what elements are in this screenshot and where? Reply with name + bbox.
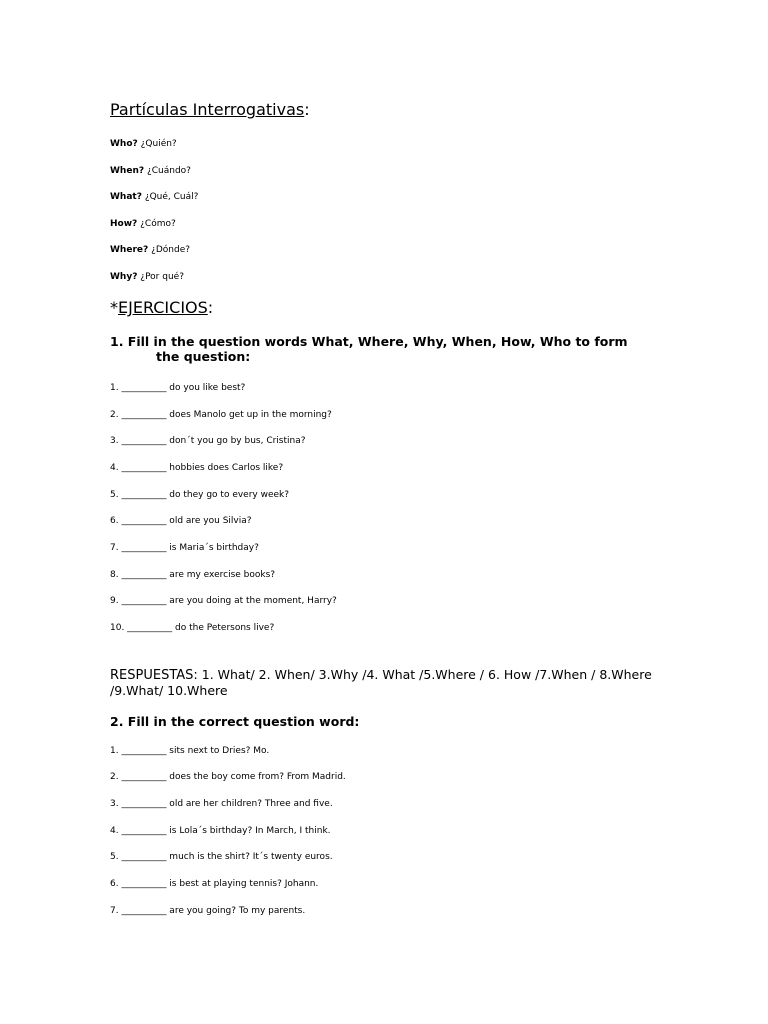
exercise2-question: 1. __________ sits next to Dries? Mo. <box>110 746 270 756</box>
exercise1-instruction <box>110 334 670 364</box>
exercise2-question: 4. __________ is Lola´s birthday? In March, I think. <box>110 826 331 836</box>
vocab-es: ¿Por qué? <box>140 272 184 282</box>
exercise2-instruction: 2. Fill in the correct question word: <box>110 714 360 729</box>
exercise1-instruction-line2: the question: <box>156 349 251 364</box>
exercise1-question: 4. __________ hobbies does Carlos like? <box>110 463 284 473</box>
exercise1-instruction-line1: 1. Fill in the question words What, Where, Why, When, How, Who to form <box>110 334 628 349</box>
vocab-en: When? <box>110 166 145 176</box>
vocab-en: What? <box>110 192 142 202</box>
vocab-es: ¿Qué, Cuál? <box>144 192 199 202</box>
exercise1-question: 9. __________ are you doing at the moment, Harry? <box>110 596 337 606</box>
exercise1-question: 7. __________ is Maria´s birthday? <box>110 543 259 553</box>
vocab-item <box>110 272 184 282</box>
vocab-es: ¿Cuándo? <box>146 166 191 176</box>
vocab-item <box>110 192 198 202</box>
exercises-title: EJERCICIOS <box>118 298 208 317</box>
exercise1-question: 10. __________ do the Petersons live? <box>110 623 275 633</box>
exercise1-question: 6. __________ old are you Silvia? <box>110 516 252 526</box>
vocab-item <box>110 219 176 229</box>
vocab-item <box>110 139 177 149</box>
exercises-prefix: * <box>110 298 118 317</box>
vocab-en: Who? <box>110 139 138 149</box>
vocab-es: ¿Quién? <box>140 139 177 149</box>
exercise1-question: 5. __________ do they go to every week? <box>110 490 290 500</box>
exercise2-question: 6. __________ is best at playing tennis? Johann. <box>110 879 319 889</box>
title-colon: : <box>304 100 310 119</box>
vocab-item <box>110 245 190 255</box>
vocab-en: How? <box>110 219 138 229</box>
title-text: Partículas Interrogativas <box>110 100 305 119</box>
vocab-en: Where? <box>110 245 149 255</box>
exercise2-question: 7. __________ are you going? To my parents. <box>110 906 306 916</box>
exercise1-question: 3. __________ don´t you go by bus, Cristina? <box>110 436 306 446</box>
exercise1-question: 1. __________ do you like best? <box>110 383 246 393</box>
answers-block <box>110 667 670 698</box>
exercise2-question: 2. __________ does the boy come from? From Madrid. <box>110 772 346 782</box>
vocab-en: Why? <box>110 272 138 282</box>
exercises-colon: : <box>207 298 214 317</box>
vocab-es: ¿Dónde? <box>151 245 191 255</box>
exercise2-question: 3. __________ old are her children? Three and five. <box>110 799 333 809</box>
page-title <box>110 100 310 119</box>
answers-label: RESPUESTAS: <box>110 668 198 683</box>
vocab-item <box>110 166 191 176</box>
exercise1-question: 8. __________ are my exercise books? <box>110 570 276 580</box>
exercise1-question: 2. __________ does Manolo get up in the morning? <box>110 410 332 420</box>
answers-text: 1. What/ 2. When/ 3.Why /4. What /5.Where / 6. How /7.When / 8.Where /9.What/ 10.Where <box>110 667 652 698</box>
exercise2-question: 5. __________ much is the shirt? It´s twenty euros. <box>110 852 333 862</box>
vocab-es: ¿Cómo? <box>140 219 176 229</box>
exercises-heading <box>110 298 213 317</box>
